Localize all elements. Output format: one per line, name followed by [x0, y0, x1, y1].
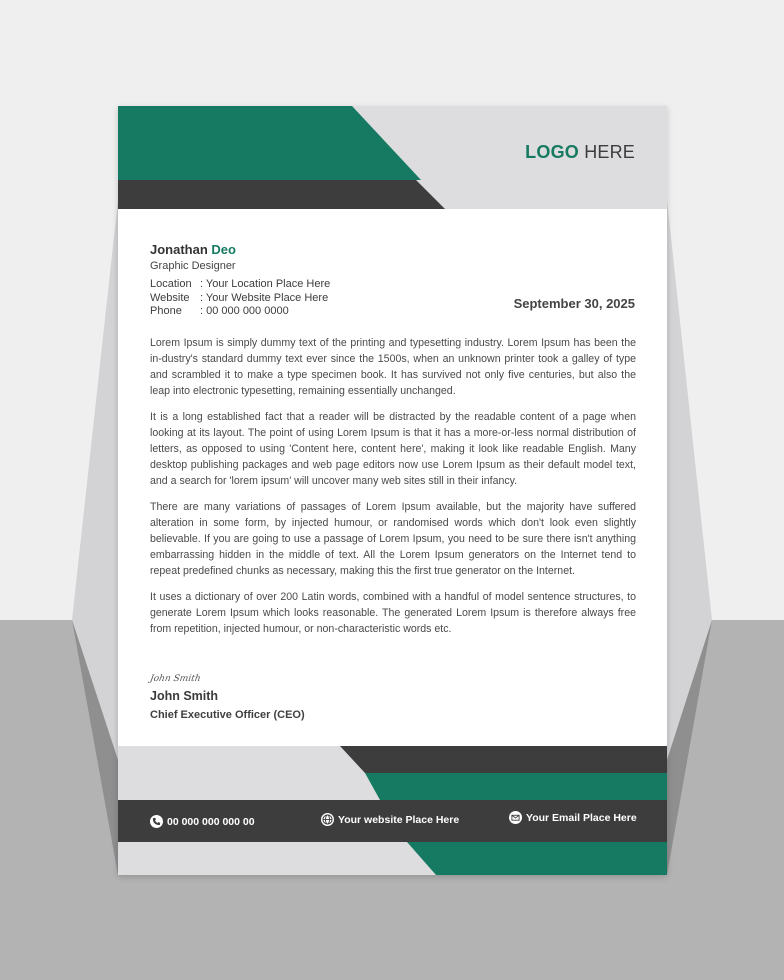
- logo-strong: LOGO: [525, 142, 579, 162]
- globe-icon: [321, 813, 334, 826]
- contact-value: : Your Website Place Here: [200, 291, 329, 304]
- contact-label: Phone: [150, 305, 182, 317]
- sender-role: Graphic Designer: [150, 260, 236, 272]
- body-paragraph: Lorem Ipsum is simply dummy text of the printing and typesetting industry. Lorem Ipsum has been the in-dustry's standard dummy text ever since the 1500s, when an unknown printer took a galley of type and scrambled it to make a type specimen book. It has survived not only five centuries, but also the leap into electronic typesetting, remaining essentially unchanged.: [150, 337, 636, 397]
- body-paragraph: It uses a dictionary of over 200 Latin words, combined with a handful of model sentence structures, to generate Lorem Ipsum which looks reasonable. The generated Lorem Ipsum is therefore always free from repetition, injected humour, or non-characteristic words etc.: [150, 591, 636, 635]
- logo-rest: HERE: [584, 142, 635, 162]
- letter-body: [150, 335, 636, 647]
- sender-block: [150, 242, 410, 319]
- logo: [525, 142, 635, 163]
- phone-icon: [150, 815, 163, 828]
- footer-phone-text: 00 000 000 000 00: [167, 815, 255, 828]
- footer-email: [509, 811, 637, 824]
- signer-name: John Smith: [150, 689, 219, 703]
- footer-phone: [150, 815, 255, 828]
- contact-label: Website: [150, 291, 190, 304]
- contact-row-phone: [150, 305, 410, 319]
- letterhead-page: [118, 106, 667, 875]
- contact-label: Location: [150, 278, 192, 290]
- signer-title: Chief Executive Officer (CEO): [150, 709, 305, 721]
- footer-top-green-band: [365, 773, 667, 800]
- sender-contacts: [150, 278, 410, 319]
- sender-first-name: Jonathan: [150, 242, 208, 257]
- footer-top-dark-band: [340, 746, 667, 773]
- footer-website-text: Your website Place Here: [338, 813, 460, 826]
- signature-block: [150, 668, 450, 723]
- footer-website: [321, 813, 459, 826]
- footer-email-text: Your Email Place Here: [526, 811, 637, 824]
- contact-row-website: [150, 292, 410, 306]
- letter-date: September 30, 2025: [513, 296, 635, 311]
- handwritten-signature: John Smith: [149, 674, 202, 684]
- body-paragraph: There are many variations of passages of Lorem Ipsum available, but the majority have suffered alteration in some form, by injected humour, or randomised words which don't look even slightly believable. If you are going to use a passage of Lorem Ipsum, you need to be sure there isn't anything embarrassing hidden in the middle of text. All the Lorem Ipsum generators on the Internet tend to repeat predefined chunks as necessary, making this the first true generator on the Internet.: [150, 501, 636, 577]
- body-paragraph: It is a long established fact that a reader will be distracted by the readable content of a page when looking at its layout. The point of using Lorem Ipsum is that it has a more-or-less normal distribution of letters, as opposed to using 'Content here, content here', making it look like readable English. Many desktop publishing packages and web page editors now use Lorem Ipsum as their default model text, and a search for 'lorem ipsum' will uncover many web sites still in their infancy.: [150, 411, 636, 487]
- sender-last-name: Deo: [211, 242, 236, 257]
- email-icon: [509, 811, 522, 824]
- contact-value: : 00 000 000 0000: [200, 305, 289, 317]
- contact-row-location: [150, 278, 410, 292]
- header-dark-band: [118, 180, 445, 209]
- footer-bottom-green-band: [407, 842, 667, 875]
- sender-name: [150, 242, 410, 258]
- contact-value: : Your Location Place Here: [200, 278, 331, 290]
